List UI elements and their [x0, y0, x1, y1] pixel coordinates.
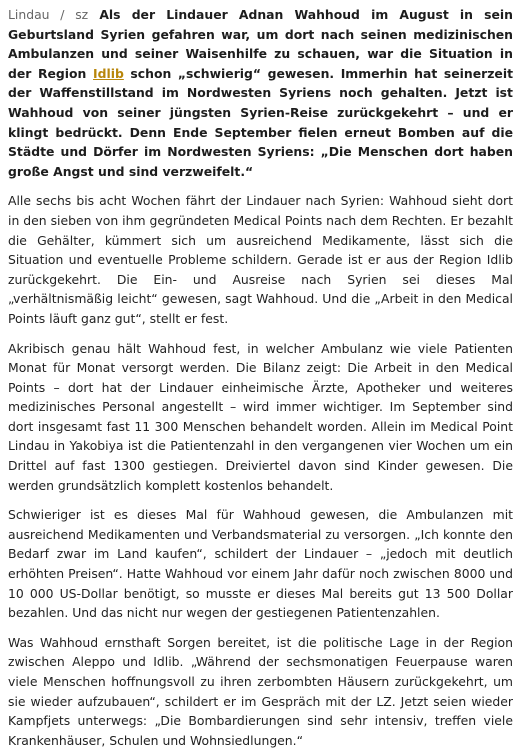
- body-paragraph-1: Alle sechs bis acht Wochen fährt der Lindauer nach Syrien: Wahhoud sieht dort in den sieben von ihm gegründeten Medical Points nach dem Rechten. Er bezahlt die Gehälter, kümmert sich um ausreichend Medikamente, lässt sich die Situation und eventuelle Probleme schildern. Gerade ist er aus der Region Idlib zurückgekehrt. Die Ein- und Ausreise nach Syrien sei dieses Mal „verhältnismäßig leicht“ gewesen, sagt Wahhoud. Und die „Arbeit in den Medical Points läuft ganz gut“, stellt er fest.: [8, 193, 513, 326]
- dateline: Lindau / sz: [8, 7, 89, 22]
- body-paragraph-4: Was Wahhoud ernsthaft Sorgen bereitet, ist die politische Lage in der Region zwischen Aleppo und Idlib. „Während der sechsmonatigen Feuerpause waren viele Menschen hoffnungsvoll zu ihren zerbombten Häusern zurückgekehrt, um sie wieder aufzubauen“, schildert er im Gespräch mit der LZ. Jetzt seien wieder Kampfjets unterwegs: „Die Bombardierungen sind sehr intensiv, treffen viele Krankenhäuser, Schulen und Wohnsiedlungen.“: [8, 634, 513, 748]
- body-paragraph-2: Akribisch genau hält Wahhoud fest, in welcher Ambulanz wie viele Patienten Monat für Monat versorgt werden. Die Bilanz zeigt: Die Arbeit in den Medical Points – dort hat der Lindauer einheimische Ärzte, Apotheker und weiteres medizinisches Personal angestellt – wird immer wichtiger. Im September sind dort insgesamt fast 11 300 Menschen behandelt worden. Allein im Medical Point Lindau in Yakobiya ist die Patientenzahl in den vergangenen vier Wochen um ein Drittel auf fast 1300 gestiegen. Dreiviertel davon sind Kinder gewesen. Die werden grundsätzlich komplett kostenlos behandelt.: [8, 340, 513, 493]
- idlib-link[interactable]: Idlib: [92, 65, 124, 81]
- lead-paragraph: [8, 5, 513, 181]
- lead-text-part1: Als der Lindauer Adnan Wahhoud im August in sein Geburtsland Syrien gefahren war, um dort nach seinen medizinischen Ambulanzen und seiner Waisenhilfe zu schauen, war die Situation in der Region: [8, 7, 513, 81]
- body-paragraph-3: Schwieriger ist es dieses Mal für Wahhoud gewesen, die Ambulanzen mit ausreichend Medikamenten und Verbandsmaterial zu versorgen. „Ich konnte den Bedarf zwar im Land kaufen“, schildert der Lindauer – „jedoch mit deutlich erhöhten Preisen“. Hatte Wahhoud vor einem Jahr dafür noch zwischen 8000 und 10 000 US-Dollar benötigt, so musste er dieses Mal bereits gut 13 500 Dollar bezahlen. Und das nicht nur wegen der gestiegenen Patientenzahlen.: [8, 507, 513, 621]
- lead-text-part2: schon „schwierig“ gewesen. Immerhin hat seinerzeit der Waffenstillstand im Nordwesten Syriens noch gehalten. Jetzt ist Wahhoud von seiner jüngsten Syrien-Reise zurückgekehrt – und er klingt bedrückt. Denn Ende September fielen erneut Bomben auf die Städte und Dörfer im Nordwesten Syriens: „Die Menschen dort haben große Angst und sind verzweifelt.“: [8, 65, 513, 179]
